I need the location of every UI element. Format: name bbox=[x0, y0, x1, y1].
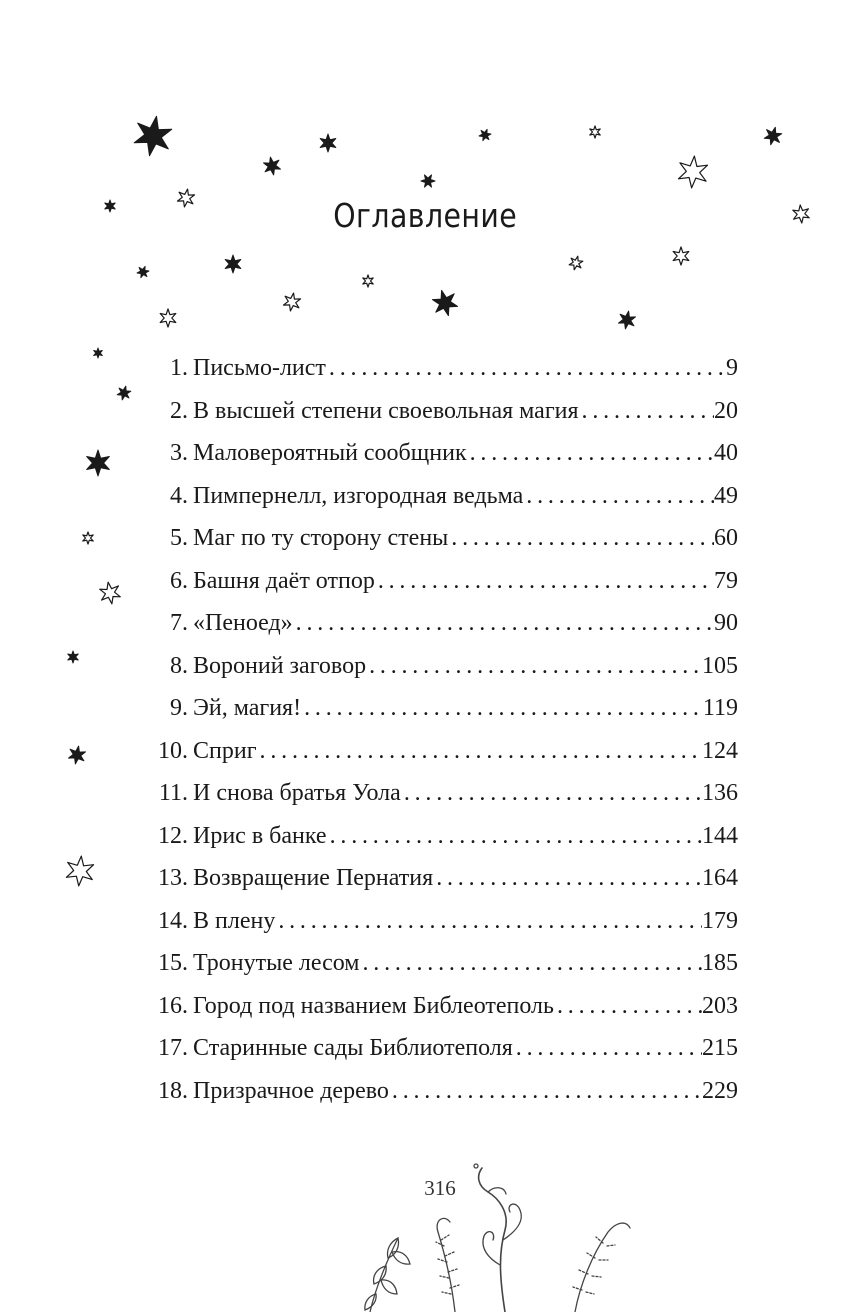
toc-entry-title: Город под названием Библеотеполь bbox=[193, 992, 554, 1019]
toc-entry-page: 185 bbox=[702, 950, 738, 976]
toc-entry-title: Тронутые лесом bbox=[193, 950, 360, 976]
toc-entry-page: 105 bbox=[702, 652, 738, 679]
toc-entry-title: В высшей степени своевольная магия bbox=[193, 397, 579, 424]
toc-entry-page: 20 bbox=[714, 397, 738, 424]
toc-entry-number: 18. bbox=[158, 1077, 188, 1104]
toc-entry-page: 179 bbox=[702, 907, 738, 934]
toc-entry-title: Маг по ту сторону стены bbox=[193, 525, 449, 551]
toc-entry-page: 49 bbox=[714, 482, 738, 509]
toc-entry-page: 90 bbox=[714, 610, 738, 636]
toc-entry-number: 17. bbox=[158, 1035, 188, 1061]
toc-entry-number: 16. bbox=[158, 992, 188, 1019]
toc-entry-title: Призрачное дерево bbox=[193, 1077, 389, 1104]
toc-entry-title: Маловероятный сообщник bbox=[193, 440, 467, 466]
toc-entry-page: 79 bbox=[714, 567, 738, 594]
toc-entry-title: Башня даёт отпор bbox=[193, 567, 375, 594]
toc-entry-title: И снова братья Уола bbox=[193, 780, 401, 806]
toc-entry-number: 2. bbox=[170, 397, 188, 424]
toc-entry-page: 136 bbox=[702, 780, 738, 806]
toc-entry-title: Пимпернелл, изгородная ведьма bbox=[193, 482, 524, 509]
toc-entry-title: «Пеноед» bbox=[193, 610, 293, 636]
toc-entry-title: Возвращение Пернатия bbox=[193, 865, 434, 891]
toc-entry-page: 119 bbox=[702, 695, 738, 721]
toc-entry-number: 13. bbox=[158, 865, 188, 891]
toc-entry-number: 14. bbox=[158, 907, 188, 934]
page-title: Оглавление bbox=[333, 196, 518, 235]
toc-entry-page: 164 bbox=[702, 865, 738, 891]
toc-entry-number: 9. bbox=[170, 695, 188, 721]
toc-entry-title: Ирис в банке bbox=[193, 822, 327, 849]
toc-entry-number: 1. bbox=[170, 355, 188, 381]
toc-entry-page: 203 bbox=[702, 992, 738, 1019]
toc-entry-title: Старинные сады Библиотеполя bbox=[193, 1035, 513, 1061]
toc-entry-number: 3. bbox=[170, 440, 188, 466]
toc-entry-page: 215 bbox=[702, 1035, 738, 1061]
toc-entry-title: Сприг bbox=[193, 737, 257, 764]
toc-entry-number: 5. bbox=[170, 525, 188, 551]
toc-entry-page: 9 bbox=[726, 355, 738, 381]
toc-entry-page: 40 bbox=[714, 440, 738, 466]
toc-entry-page: 124 bbox=[702, 737, 738, 764]
toc-entry-number: 4. bbox=[170, 482, 188, 509]
toc-entry-title: Письмо-лист bbox=[193, 355, 326, 381]
toc-entry-number: 11. bbox=[158, 780, 188, 806]
toc-entry-number: 8. bbox=[170, 652, 188, 679]
page-number: 316 bbox=[424, 1176, 456, 1200]
toc-entry-number: 12. bbox=[158, 822, 188, 849]
toc-entry-title: Вороний заговор bbox=[193, 652, 367, 679]
toc-entry-title: Эй, магия! bbox=[193, 695, 302, 721]
toc-entry-title: В плену bbox=[193, 907, 276, 934]
toc-entry-number: 15. bbox=[158, 950, 188, 976]
toc-entry-number: 10. bbox=[158, 737, 188, 764]
toc-entry-page: 229 bbox=[702, 1077, 738, 1104]
toc-entry-page: 144 bbox=[702, 822, 738, 849]
toc-entry-page: 60 bbox=[714, 525, 738, 551]
toc-entry-number: 7. bbox=[170, 610, 188, 636]
toc-entry-number: 6. bbox=[170, 567, 188, 594]
